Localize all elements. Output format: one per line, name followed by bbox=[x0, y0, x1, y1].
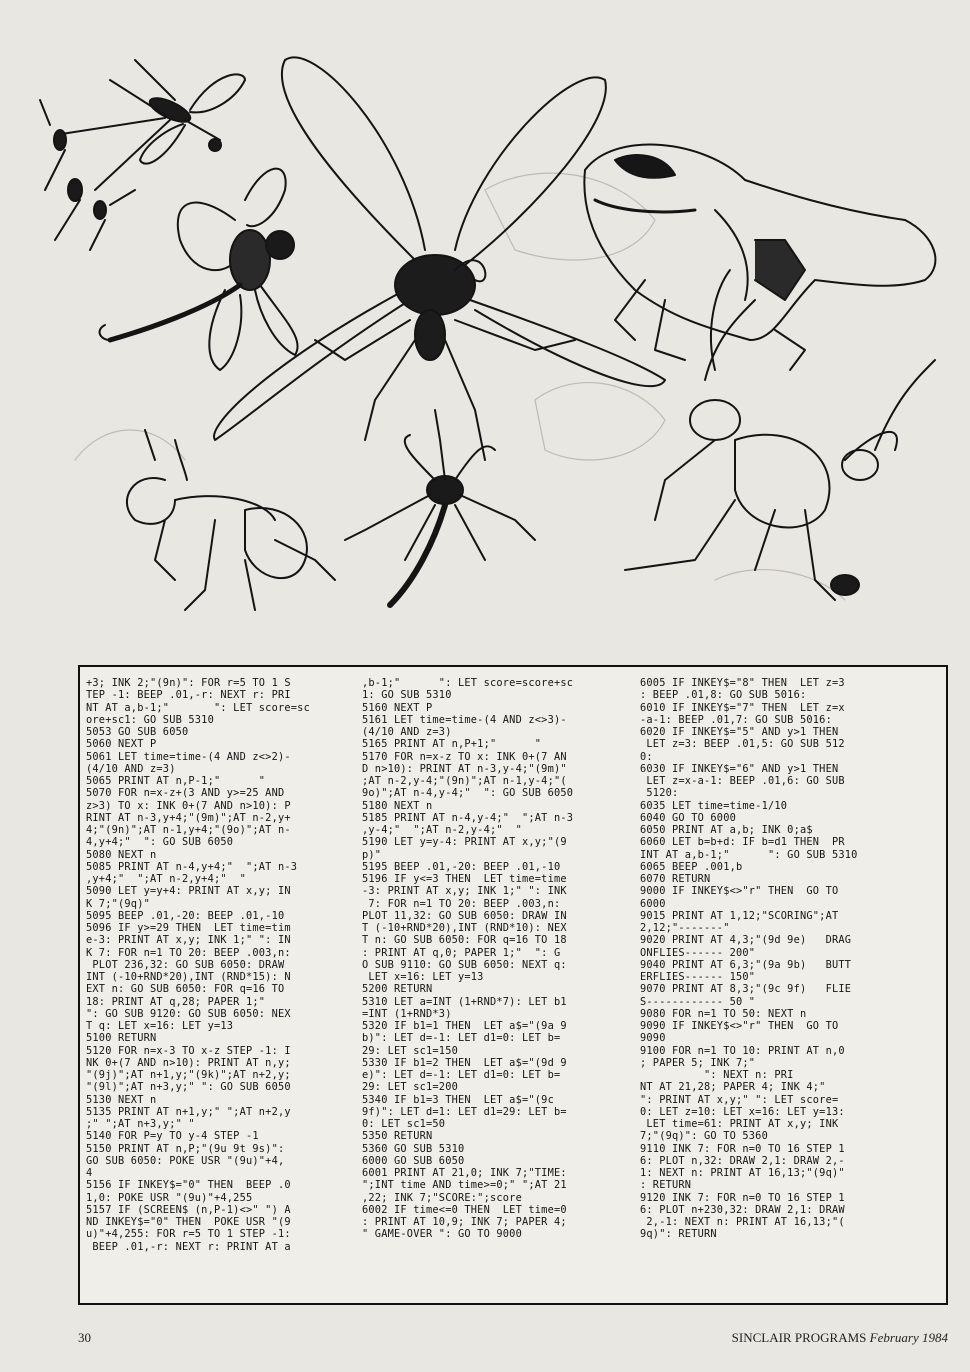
listing-column-3 bbox=[640, 677, 858, 1241]
code-line: +3; INK 2;"(9n)": FOR r=5 TO 1 S bbox=[86, 677, 291, 689]
code-line: : BEEP .01,8: GO SUB 5016: bbox=[640, 689, 807, 702]
magazine-title: SINCLAIR PROGRAMS bbox=[731, 1330, 867, 1345]
code-line: 7;"(9q)": GO TO 5360 bbox=[640, 1130, 768, 1143]
code-line: GO SUB 6050: POKE USR "(9u)"+4, bbox=[86, 1154, 285, 1167]
code-line: INT AT a,b-1;" ": GO SUB 5310 bbox=[640, 848, 858, 861]
code-line: ONFLIES------ 200" bbox=[640, 946, 756, 959]
code-line: D n>10): PRINT AT n-3,y-4;"(9m)" bbox=[362, 762, 567, 775]
code-line: 4 bbox=[86, 1167, 93, 1179]
code-line: 9090 IF INKEY$<>"r" THEN GO TO bbox=[640, 1020, 839, 1032]
code-line: 5060 NEXT P bbox=[86, 738, 157, 751]
code-line: 5190 LET y=y-4: PRINT AT x,y;"(9 bbox=[362, 836, 567, 849]
code-line: LET z=3: BEEP .01,5: GO SUB 512 bbox=[640, 738, 845, 751]
code-line: ERFLIES------ 150" bbox=[640, 971, 756, 983]
code-line: e-3: PRINT AT x,y; INK 1;" ": IN bbox=[86, 934, 291, 947]
code-line: 6: PLOT n,32: DRAW 2,1: DRAW 2,- bbox=[640, 1154, 845, 1167]
code-line: K 7: FOR n=1 TO 20: BEEP .003,n: bbox=[86, 946, 291, 959]
page-number: 30 bbox=[78, 1330, 91, 1345]
code-line: : RETURN bbox=[640, 1179, 692, 1192]
code-line: 6040 GO TO 6000 bbox=[640, 811, 736, 824]
code-line: 6070 RETURN bbox=[640, 873, 711, 885]
code-line: ,b-1;" ": LET score=score+sc bbox=[362, 677, 574, 689]
listing-column-1 bbox=[86, 677, 310, 1253]
code-line: 5090 LET y=y+4: PRINT AT x,y; IN bbox=[86, 885, 291, 898]
code-line: 5360 GO SUB 5310 bbox=[362, 1142, 465, 1155]
code-line: 9100 FOR n=1 TO 10: PRINT AT n,0 bbox=[640, 1044, 845, 1057]
code-line: LET x=16: LET y=13 bbox=[362, 971, 484, 983]
code-line: 5135 PRINT AT n+1,y;" ";AT n+2,y bbox=[86, 1105, 291, 1118]
code-line: TEP -1: BEEP .01,-r: NEXT r: PRI bbox=[86, 689, 291, 702]
code-line: ": GO SUB 9120: GO SUB 6050: NEX bbox=[86, 1007, 291, 1020]
code-line: 1: GO SUB 5310 bbox=[362, 689, 452, 702]
code-line: 4;"(9n)";AT n-1,y+4;"(9o)";AT n- bbox=[86, 824, 291, 836]
code-line: 9080 FOR n=1 TO 50: NEXT n bbox=[640, 1007, 807, 1020]
code-line: b)": LET d=-1: LET d1=0: LET b= bbox=[362, 1032, 561, 1045]
code-line: 5185 PRINT AT n-4,y-4;" ";AT n-3 bbox=[362, 811, 574, 824]
code-line: 5130 NEXT n bbox=[86, 1093, 157, 1106]
code-line: EXT n: GO SUB 6050: FOR q=16 TO bbox=[86, 983, 285, 996]
code-line: O SUB 9110: GO SUB 6050: NEXT q: bbox=[362, 958, 567, 971]
code-line: 5340 IF b1=3 THEN LET a$="(9c bbox=[362, 1093, 554, 1106]
code-line: 9110 INK 7: FOR n=0 TO 16 STEP 1 bbox=[640, 1142, 845, 1155]
frog-drawing bbox=[584, 145, 935, 370]
code-line: NT AT a,b-1;" ": LET score=sc bbox=[86, 701, 310, 714]
code-line: ": NEXT n: PRI bbox=[640, 1069, 794, 1081]
code-line: 9q)": RETURN bbox=[640, 1228, 717, 1241]
code-line: "(9l)";AT n+3,y;" ": GO SUB 6050 bbox=[86, 1081, 291, 1094]
code-line: NT AT 21,28; PAPER 4; INK 4;" bbox=[640, 1081, 826, 1094]
code-line: BEEP .01,-r: NEXT r: PRINT AT a bbox=[86, 1240, 291, 1253]
code-line: ;" ";AT n+3,y;" " bbox=[86, 1118, 195, 1130]
code-line: 5200 RETURN bbox=[362, 983, 433, 996]
code-line: 5061 LET time=time-(4 AND z<>2)- bbox=[86, 750, 291, 763]
code-line: 9120 INK 7: FOR n=0 TO 16 STEP 1 bbox=[640, 1191, 845, 1204]
code-line: PLOT 11,32: GO SUB 6050: DRAW IN bbox=[362, 909, 567, 922]
code-line: PLOT 236,32: GO SUB 6050: DRAW bbox=[86, 958, 285, 971]
code-line: 6060 LET b=b+d: IF b=d1 THEN PR bbox=[640, 836, 845, 849]
code-line: 6035 LET time=time-1/10 bbox=[640, 799, 788, 812]
code-line: " GAME-OVER ": GO TO 9000 bbox=[362, 1228, 522, 1241]
code-line: 5157 IF (SCREEN$ (n,P-1)<>" ") A bbox=[86, 1203, 291, 1216]
code-line: 9f)": LET d=1: LET d1=29: LET b= bbox=[362, 1105, 567, 1118]
code-line: 5330 IF b1=2 THEN LET a$="(9d 9 bbox=[362, 1056, 567, 1069]
code-line: ;AT n-2,y-4;"(9n)";AT n-1,y-4;"( bbox=[362, 775, 567, 787]
code-line: 5150 PRINT AT n,P;"(9u 9t 9s)": bbox=[86, 1142, 285, 1155]
code-line: : PRINT AT q,0; PAPER 1;" ": G bbox=[362, 946, 561, 959]
code-line: T q: LET x=16: LET y=13 bbox=[86, 1020, 234, 1032]
code-line: 6000 bbox=[640, 897, 666, 910]
dragonfly-drawing bbox=[100, 169, 298, 370]
code-line: 9070 PRINT AT 8,3;"(9c 9f) FLIE bbox=[640, 983, 852, 996]
beetle-drawing bbox=[625, 270, 935, 600]
code-line: 5100 RETURN bbox=[86, 1032, 157, 1045]
code-line: T n: GO SUB 6050: FOR q=16 TO 18 bbox=[362, 934, 567, 947]
code-line: 5350 RETURN bbox=[362, 1130, 433, 1143]
code-line: T (-10+RND*20),INT (RND*10): NEX bbox=[362, 922, 567, 934]
code-line: 6050 PRINT AT a,b; INK 0;a$ bbox=[640, 824, 813, 836]
code-line: 5080 NEXT n bbox=[86, 848, 157, 861]
code-line: 5165 PRINT AT n,P+1;" " bbox=[362, 738, 542, 751]
code-line: 5096 IF y>=29 THEN LET time=tim bbox=[86, 922, 291, 934]
code-line: =INT (1+RND*3) bbox=[362, 1007, 452, 1020]
code-line: p)" bbox=[362, 848, 382, 861]
code-line: 5170 FOR n=x-z TO x: INK 0+(7 AN bbox=[362, 750, 567, 763]
code-line: 2,-1: NEXT n: PRINT AT 16,13;"( bbox=[640, 1216, 845, 1228]
code-line: (4/10 AND z=3) bbox=[362, 726, 452, 738]
magazine-credit bbox=[732, 1330, 948, 1346]
code-line: -3: PRINT AT x,y; INK 1;" ": INK bbox=[362, 885, 567, 898]
code-line: u)"+4,255: FOR r=5 TO 1 STEP -1: bbox=[86, 1228, 291, 1241]
code-line: 5095 BEEP .01,-20: BEEP .01,-10 bbox=[86, 909, 285, 922]
code-line: 5161 LET time=time-(4 AND z<>3)- bbox=[362, 713, 567, 726]
code-line: 2,12;"-------" bbox=[640, 922, 730, 934]
code-line: "(9j)";AT n+1,y;"(9k)";AT n+2,y; bbox=[86, 1069, 291, 1081]
code-line: 6005 IF INKEY$="8" THEN LET z=3 bbox=[640, 677, 845, 689]
code-line: 5320 IF b1=1 THEN LET a$="(9a 9 bbox=[362, 1020, 567, 1032]
code-line: 6001 PRINT AT 21,0; INK 7;"TIME: bbox=[362, 1167, 567, 1179]
code-line: 0: bbox=[640, 750, 653, 763]
code-line: ; PAPER 5; INK 7;" bbox=[640, 1056, 756, 1069]
fly-drawing bbox=[345, 410, 535, 605]
code-line: 9020 PRINT AT 4,3;"(9d 9e) DRAG bbox=[640, 934, 852, 947]
code-line: ";INT time AND time>=0;" ";AT 21 bbox=[362, 1179, 567, 1192]
code-line: 9015 PRINT AT 1,12;"SCORING";AT bbox=[640, 909, 839, 922]
code-line: 9000 IF INKEY$<>"r" THEN GO TO bbox=[640, 885, 839, 898]
code-line: 5070 FOR n=x-z+(3 AND y>=25 AND bbox=[86, 787, 285, 800]
code-line: e)": LET d=-1: LET d1=0: LET b= bbox=[362, 1069, 561, 1081]
code-line: 5140 FOR P=y TO y-4 STEP -1 bbox=[86, 1130, 259, 1143]
code-line: 6030 IF INKEY$="6" AND y>1 THEN bbox=[640, 762, 839, 775]
listing-column-2 bbox=[362, 677, 573, 1241]
code-line: 9040 PRINT AT 6,3;"(9a 9b) BUTT bbox=[640, 958, 852, 971]
code-line: INT (-10+RND*20),INT (RND*15): N bbox=[86, 971, 291, 983]
insects-illustration bbox=[15, 40, 955, 630]
code-line: 5310 LET a=INT (1+RND*7): LET b1 bbox=[362, 995, 567, 1008]
code-line: 0: LET z=10: LET x=16: LET y=13: bbox=[640, 1105, 845, 1118]
code-line: 5195 BEEP .01,-20: BEEP .01,-10 bbox=[362, 860, 561, 873]
code-line: ore+sc1: GO SUB 5310 bbox=[86, 713, 214, 726]
code-line: RINT AT n-3,y+4;"(9m)";AT n-2,y+ bbox=[86, 811, 291, 824]
code-line: 5120 FOR n=x-3 TO x-z STEP -1: I bbox=[86, 1044, 291, 1057]
code-line: 9o)";AT n-4,y-4;" ": GO SUB 6050 bbox=[362, 787, 574, 800]
code-line: 6010 IF INKEY$="7" THEN LET z=x bbox=[640, 701, 845, 714]
ants-drawing bbox=[40, 100, 135, 250]
code-line: 0: LET sc1=50 bbox=[362, 1118, 446, 1130]
code-line: -a-1: BEEP .01,7: GO SUB 5016: bbox=[640, 713, 832, 726]
code-line: K 7;"(9q)" bbox=[86, 897, 150, 910]
code-line: z>3) TO x: INK 0+(7 AND n>10): P bbox=[86, 799, 291, 812]
code-line: 5196 IF y<=3 THEN LET time=time bbox=[362, 873, 567, 885]
code-line: LET z=x-a-1: BEEP .01,6: GO SUB bbox=[640, 775, 845, 787]
code-line: 5180 NEXT n bbox=[362, 799, 433, 812]
program-listing bbox=[78, 665, 948, 1305]
code-line: 5065 PRINT AT n,P-1;" " bbox=[86, 775, 266, 787]
code-line: 6065 BEEP .001,b bbox=[640, 860, 743, 873]
code-line: 1: NEXT n: PRINT AT 16,13;"(9q)" bbox=[640, 1167, 845, 1179]
code-line: : PRINT AT 10,9; INK 7; PAPER 4; bbox=[362, 1216, 567, 1228]
code-line: 5156 IF INKEY$="0" THEN BEEP .0 bbox=[86, 1179, 291, 1192]
code-line: 18: PRINT AT q,28; PAPER 1;" bbox=[86, 995, 266, 1008]
mosquito-drawing bbox=[55, 60, 245, 190]
mantis-drawing bbox=[127, 430, 335, 610]
code-line: 6002 IF time<=0 THEN LET time=0 bbox=[362, 1203, 567, 1216]
code-line: ND INKEY$="0" THEN POKE USR "(9 bbox=[86, 1216, 291, 1228]
code-line: ": PRINT AT x,y;" ": LET score= bbox=[640, 1093, 839, 1106]
code-line: 5085 PRINT AT n-4,y+4;" ";AT n-3 bbox=[86, 860, 298, 873]
issue-date: February 1984 bbox=[869, 1330, 948, 1345]
code-line: 5053 GO SUB 6050 bbox=[86, 726, 189, 738]
code-line: 6020 IF INKEY$="5" AND y>1 THEN bbox=[640, 726, 839, 738]
code-line: 6000 GO SUB 6050 bbox=[362, 1154, 465, 1167]
code-line: ,y-4;" ";AT n-2,y-4;" " bbox=[362, 824, 522, 836]
code-line: 6: PLOT n+230,32: DRAW 2,1: DRAW bbox=[640, 1203, 845, 1216]
code-line: 5160 NEXT P bbox=[362, 701, 433, 714]
code-line: 9090 bbox=[640, 1032, 666, 1045]
code-line: 5120: bbox=[640, 787, 679, 800]
code-line: 29: LET sc1=200 bbox=[362, 1081, 458, 1094]
code-line: S------------ 50 " bbox=[640, 995, 756, 1008]
code-line: ,y+4;" ";AT n-2,y+4;" " bbox=[86, 873, 246, 885]
code-line: NK 0+(7 AND n>10): PRINT AT n,y; bbox=[86, 1056, 291, 1069]
code-line: 1,0: POKE USR "(9u)"+4,255 bbox=[86, 1191, 253, 1204]
code-line: ,22; INK 7;"SCORE:";score bbox=[362, 1191, 522, 1204]
code-line: 7: FOR n=1 TO 20: BEEP .003,n: bbox=[362, 897, 561, 910]
code-line: 4,y+4;" ": GO SUB 6050 bbox=[86, 836, 234, 849]
code-line: LET time=61: PRINT AT x,y; INK bbox=[640, 1118, 839, 1130]
code-line: (4/10 AND z=3) bbox=[86, 762, 176, 775]
code-line: 29: LET sc1=150 bbox=[362, 1044, 458, 1057]
